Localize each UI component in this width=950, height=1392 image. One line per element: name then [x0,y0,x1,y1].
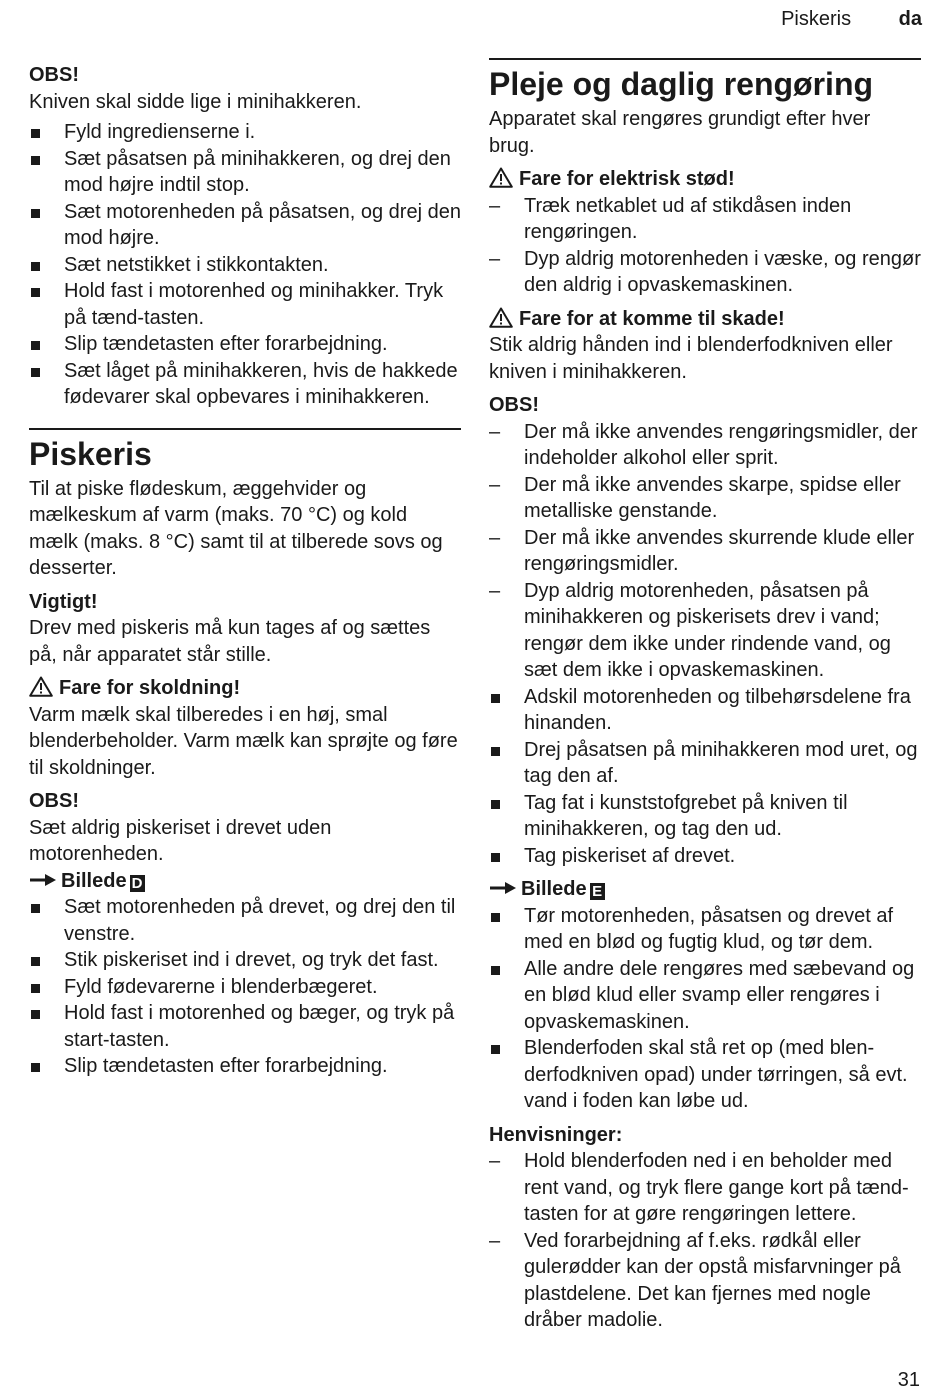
arrow-right-icon [489,881,517,895]
figure-reference [489,876,921,903]
list-item: Tag fat i kunststofgrebet på kniven til minihakkeren, og tag den ud. [489,790,921,843]
list-item: – Der må ikke anvendes rengøringsmidler, der indeholder alkohol eller sprit. [489,419,921,472]
list-item: Fyld ingredienserne i. [29,119,461,146]
list-item: Drej påsatsen på minihakkeren mod uret, og tag den af. [489,737,921,790]
figure-label: Billede [61,869,127,892]
list-item: – Der må ikke anvendes skarpe, spidse eller metalliske genstande. [489,472,921,525]
page-number: 31 [897,1369,920,1391]
obs-heading: OBS! [489,394,539,416]
list-item: – Der må ikke anvendes skurrende klude eller rengøringsmidler. [489,525,921,578]
list-item: Sæt påsatsen på minihakkeren, og drej den mod højre indtil stop. [29,146,461,199]
list-item: – Ved forarbejdning af f.eks. rødkål eller gulerødder kan der opstå misfarvninger på plastdelene. Det kan fjernes med nogle dråber madolie. [489,1228,921,1334]
vigtigt-text: Drev med piskeris må kun tages af og sættes på, når apparatet står stille. [29,617,431,666]
section-heading-pleje: Pleje og daglig rengøring [489,66,874,102]
list-item: Hold fast i motorenhed og bæger, og tryk på start-tasten. [29,1000,461,1053]
left-column [29,62,461,1080]
steps-list [29,894,461,1080]
list-item: Adskil motorenheden og tilbehørsdelene fra hinanden. [489,684,921,737]
steps-list [489,903,921,1115]
list-item: – Dyp aldrig motorenheden, påsatsen på minihakkeren og piskerisets drev i vand; rengør dem ikke under rindende vand, og sæt dem ikke i opvaskemaskinen. [489,578,921,684]
hints-list [489,1148,921,1334]
list-item: Sæt netstikket i stikkontakten. [29,252,461,279]
list-item: – Træk netkablet ud af stikdåsen inden rengøringen. [489,193,921,246]
section-heading-piskeris: Piskeris [29,435,152,472]
warning-triangle-icon [489,307,513,328]
list-item: Stik piskeriset ind i drevet, og tryk det fast. [29,947,461,974]
page-header [781,8,922,31]
right-column [489,58,921,1334]
list-item: – Hold blenderfoden ned i en beholder med rent vand, og tryk flere gange kort på tænd-tasten for at gøre rengøringen lettere. [489,1148,921,1228]
warning-text: Stik aldrig hånden ind i blenderfodkniven eller kniven i minihakkeren. [489,334,893,383]
list-item: Tør motorenheden, påsatsen og drevet af med en blød og fugtig klud, og tør dem. [489,903,921,956]
list-item: Alle andre dele rengøres med sæbevand og en blød klud eller svamp eller rengøres i opvaskemaskinen. [489,956,921,1036]
figure-label: Billede [521,878,587,900]
section-divider [489,58,921,60]
list-item: Hold fast i motorenhed og minihakker. Tryk på tænd-tasten. [29,278,461,331]
obs-text: Sæt aldrig piskeriset i drevet uden motorenheden. [29,816,332,865]
warning-list [489,193,921,299]
list-item: Sæt låget på minihakkeren, hvis de hakkede fødevarer skal opbevares i minihakkeren. [29,358,461,411]
list-item: Fyld fødevarerne i blenderbægeret. [29,974,461,1001]
steps-list [29,119,461,411]
figure-reference [29,868,461,895]
steps-list [489,684,921,870]
figure-letter: D [130,875,145,892]
obs-heading: OBS! [29,64,79,86]
warning-triangle-icon [489,167,513,188]
obs-list [489,419,921,684]
piskeris-intro: Til at piske flødeskum, æggehvider og mælkeskum af varm (maks. 70 °C) og kold mælk (maks. 8 °C) samt til at tilberede sovs og desserter. [29,477,443,579]
header-language: da [898,8,922,30]
warning-title: Fare for at komme til skade! [519,307,785,330]
warning-title: Fare for elektrisk stød! [519,168,735,190]
warning-triangle-icon [29,676,53,697]
arrow-right-icon [29,873,57,887]
hints-heading: Henvisninger: [489,1123,623,1146]
list-item: Sæt motorenheden på påsatsen, og drej den mod højre. [29,199,461,252]
obs-heading: OBS! [29,790,79,812]
warning-text: Varm mælk skal tilberedes i en høj, smal blenderbeholder. Varm mælk kan sprøjte og føre til skoldninger. [29,703,458,779]
list-item: – Dyp aldrig motorenheden i væske, og rengør den aldrig i opvaskemaskinen. [489,246,921,299]
list-item: Tag piskeriset af drevet. [489,843,921,870]
warning-heading [489,306,921,333]
header-section: Piskeris [781,8,852,30]
list-item: Sæt motorenheden på drevet, og drej den til venstre. [29,894,461,947]
list-item: Slip tændetasten efter forarbejdning. [29,1053,461,1080]
warning-title: Fare for skoldning! [59,677,241,699]
list-item: Slip tændetasten efter forarbejdning. [29,331,461,358]
pleje-intro: Apparatet skal rengøres grundigt efter hver brug. [489,108,871,157]
warning-heading [29,675,461,702]
section-divider [29,428,461,430]
warning-heading [489,166,921,193]
list-item: Blenderfoden skal stå ret op (med blenderfodkniven opad) under tørringen, så evt. vand i foden kan løbe ud. [489,1035,921,1115]
vigtigt-heading: Vigtigt! [29,590,98,613]
obs-text: Kniven skal sidde lige i minihakkeren. [29,90,362,113]
figure-letter: E [590,883,605,900]
